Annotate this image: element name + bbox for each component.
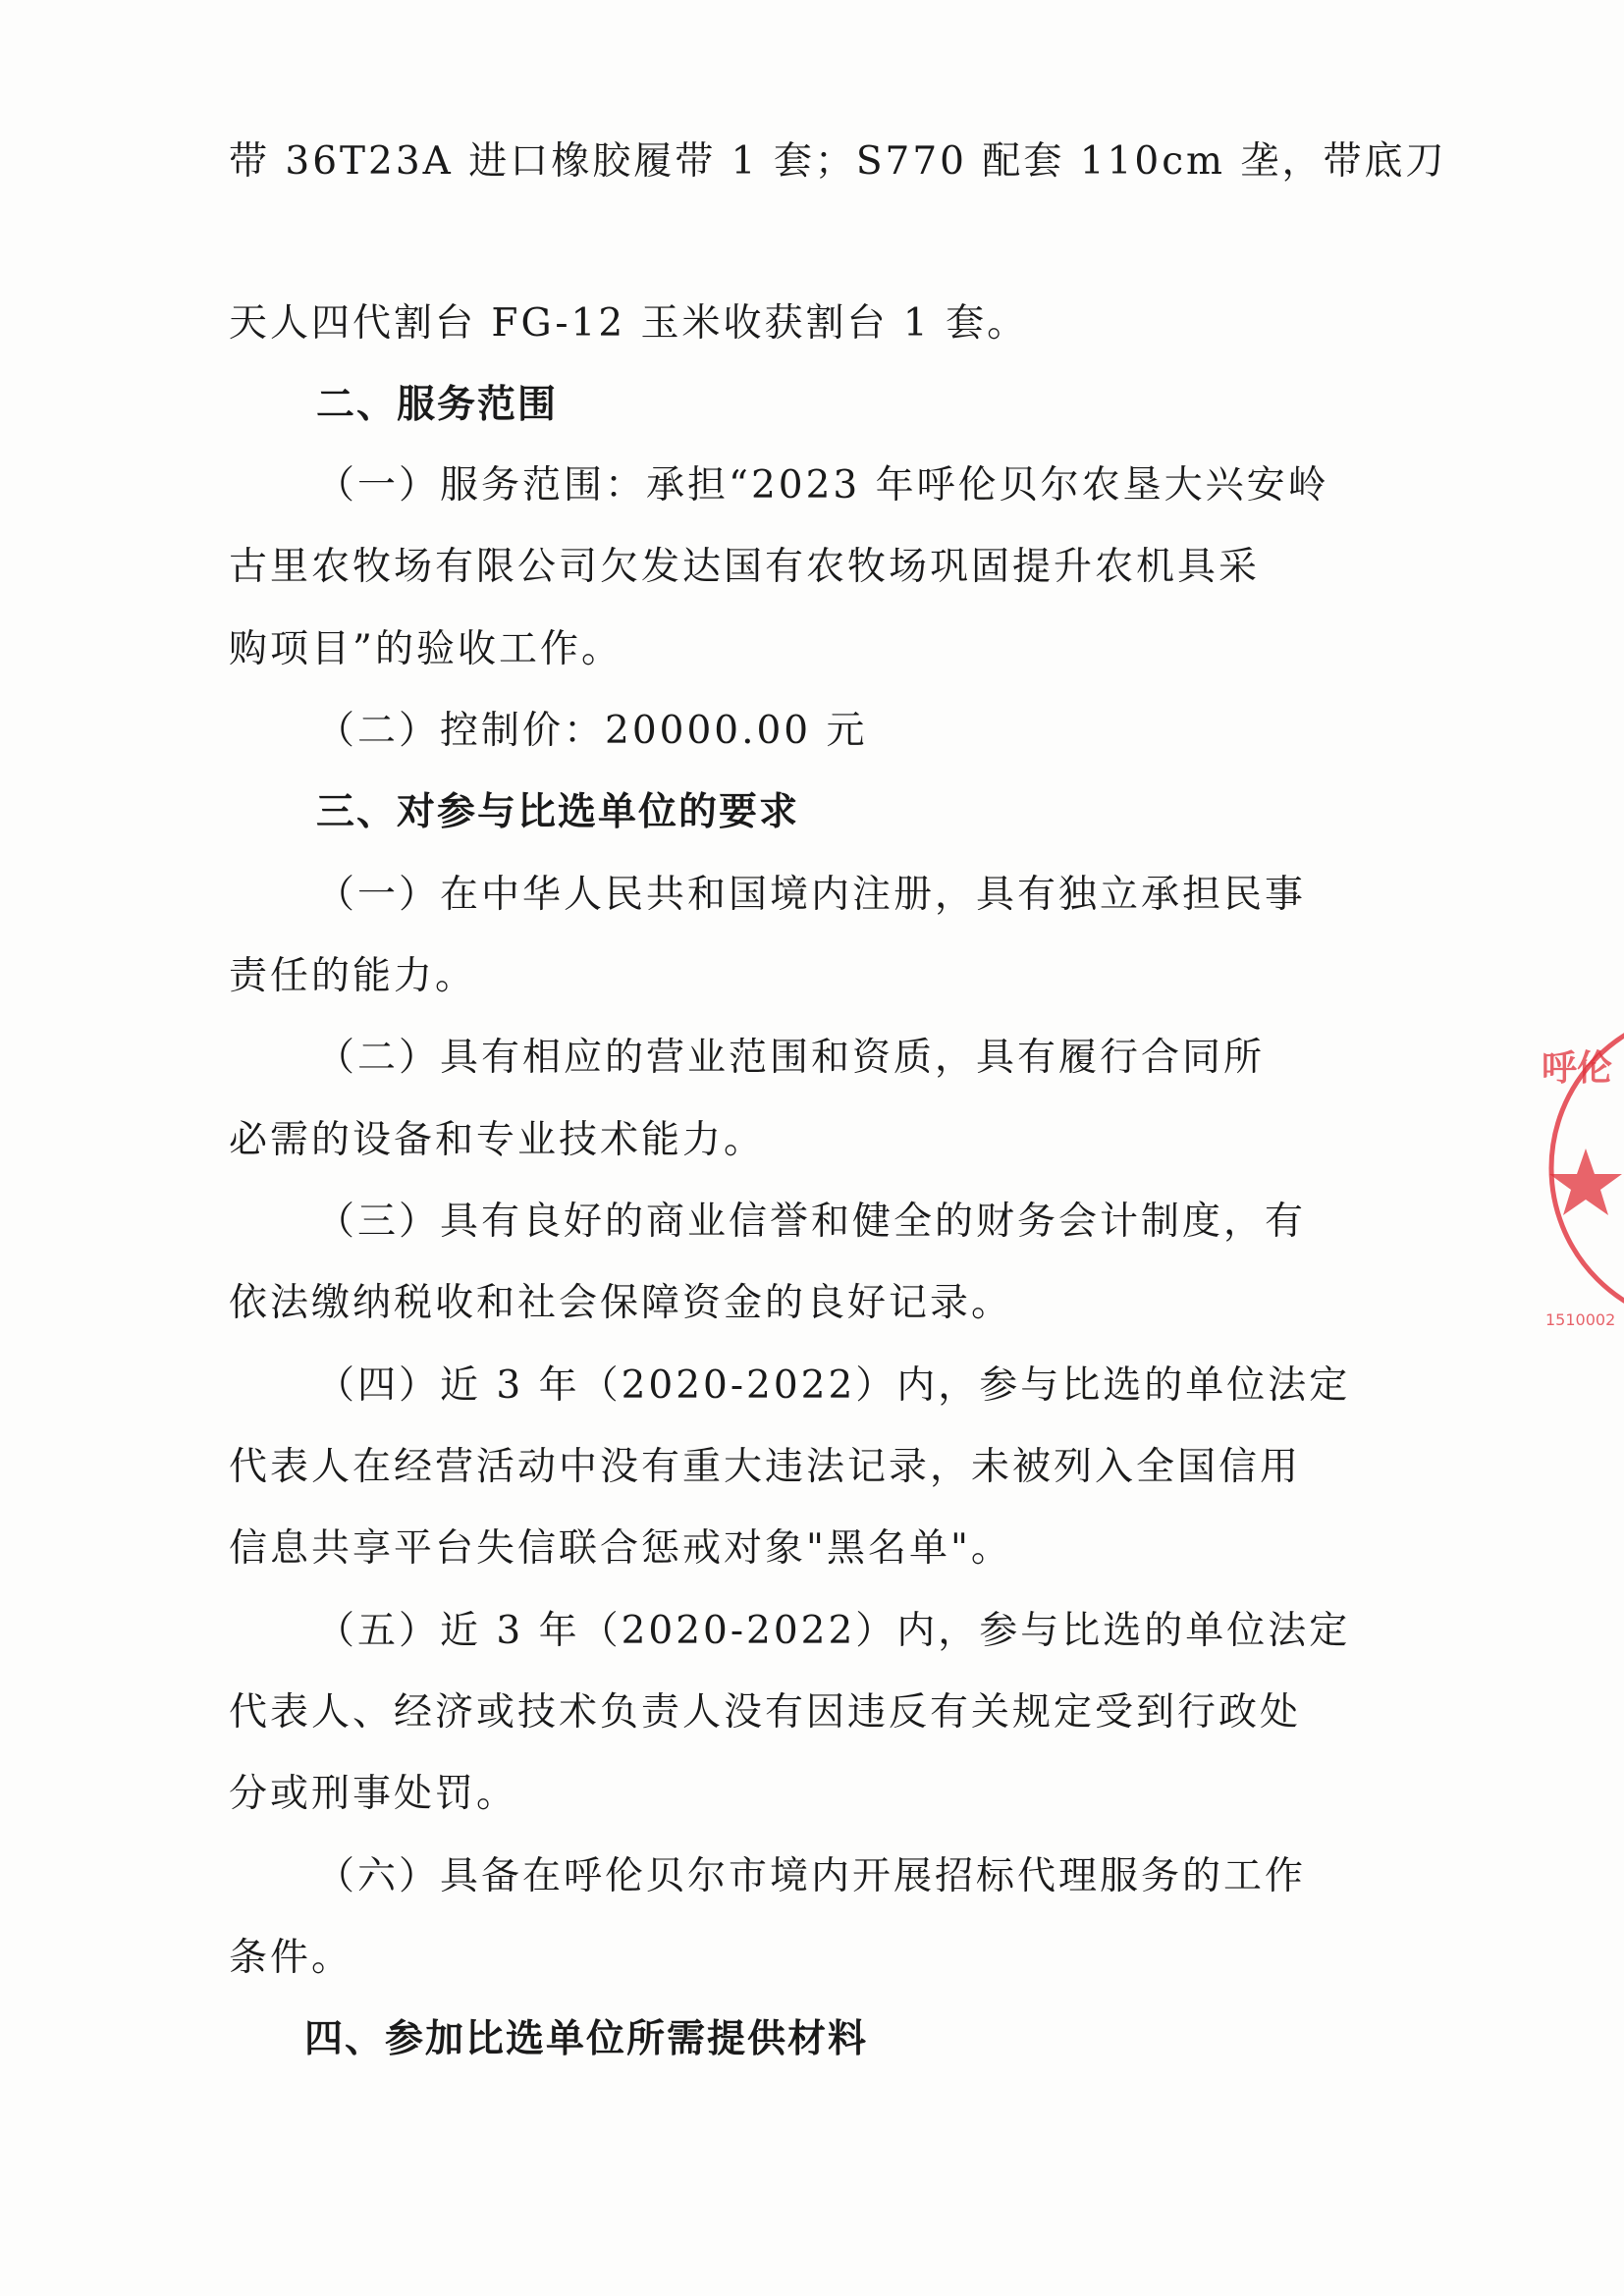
- body-line-19: （六）具备在呼伦贝尔市境内开展招标代理服务的工作: [316, 1854, 1307, 1898]
- body-line-5: 购项目”的验收工作。: [229, 627, 623, 671]
- section-heading-2: 二、服务范围: [316, 383, 559, 427]
- body-line-8: 责任的能力。: [229, 954, 477, 998]
- official-seal-stamp: [1532, 1001, 1624, 1335]
- body-line-1: 带 36T23A 进口橡胶履带 1 套；S770 配套 110cm 垄，带底刀: [229, 139, 1447, 184]
- body-line-15: 信息共享平台失信联合惩戒对象"黑名单"。: [229, 1526, 1012, 1571]
- body-line-12: 依法缴纳税收和社会保障资金的良好记录。: [229, 1281, 1013, 1325]
- section-heading-3: 三、对参与比选单位的要求: [316, 790, 800, 834]
- body-line-13: （四）近 3 年（2020-2022）内，参与比选的单位法定: [316, 1363, 1351, 1408]
- body-line-17: 代表人、经济或技术负责人没有因违反有关规定受到行政处: [229, 1690, 1302, 1735]
- body-line-7: （一）在中华人民共和国境内注册，具有独立承担民事: [316, 873, 1307, 917]
- body-line-18: 分或刑事处罚。: [229, 1772, 518, 1816]
- body-line-6: （二）控制价：20000.00 元: [316, 709, 868, 753]
- body-line-14: 代表人在经营活动中没有重大违法记录，未被列入全国信用: [229, 1445, 1302, 1489]
- body-line-4: 古里农牧场有限公司欠发达国有农牧场巩固提升农机具采: [229, 545, 1261, 589]
- svg-text:1510002: 1510002: [1545, 1310, 1616, 1329]
- svg-text:呼伦: 呼伦: [1542, 1048, 1613, 1089]
- body-line-11: （三）具有良好的商业信誉和健全的财务会计制度，有: [316, 1200, 1307, 1244]
- body-line-3: （一）服务范围：承担“2023 年呼伦贝尔农垦大兴安岭: [316, 463, 1329, 507]
- body-line-10: 必需的设备和专业技术能力。: [229, 1118, 766, 1162]
- body-line-2: 天人四代割台 FG-12 玉米收获割台 1 套。: [229, 301, 1029, 346]
- body-line-16: （五）近 3 年（2020-2022）内，参与比选的单位法定: [316, 1609, 1351, 1653]
- section-heading-4: 四、参加比选单位所需提供材料: [304, 2017, 869, 2061]
- body-line-9: （二）具有相应的营业范围和资质，具有履行合同所: [316, 1036, 1266, 1080]
- body-line-20: 条件。: [229, 1936, 353, 1980]
